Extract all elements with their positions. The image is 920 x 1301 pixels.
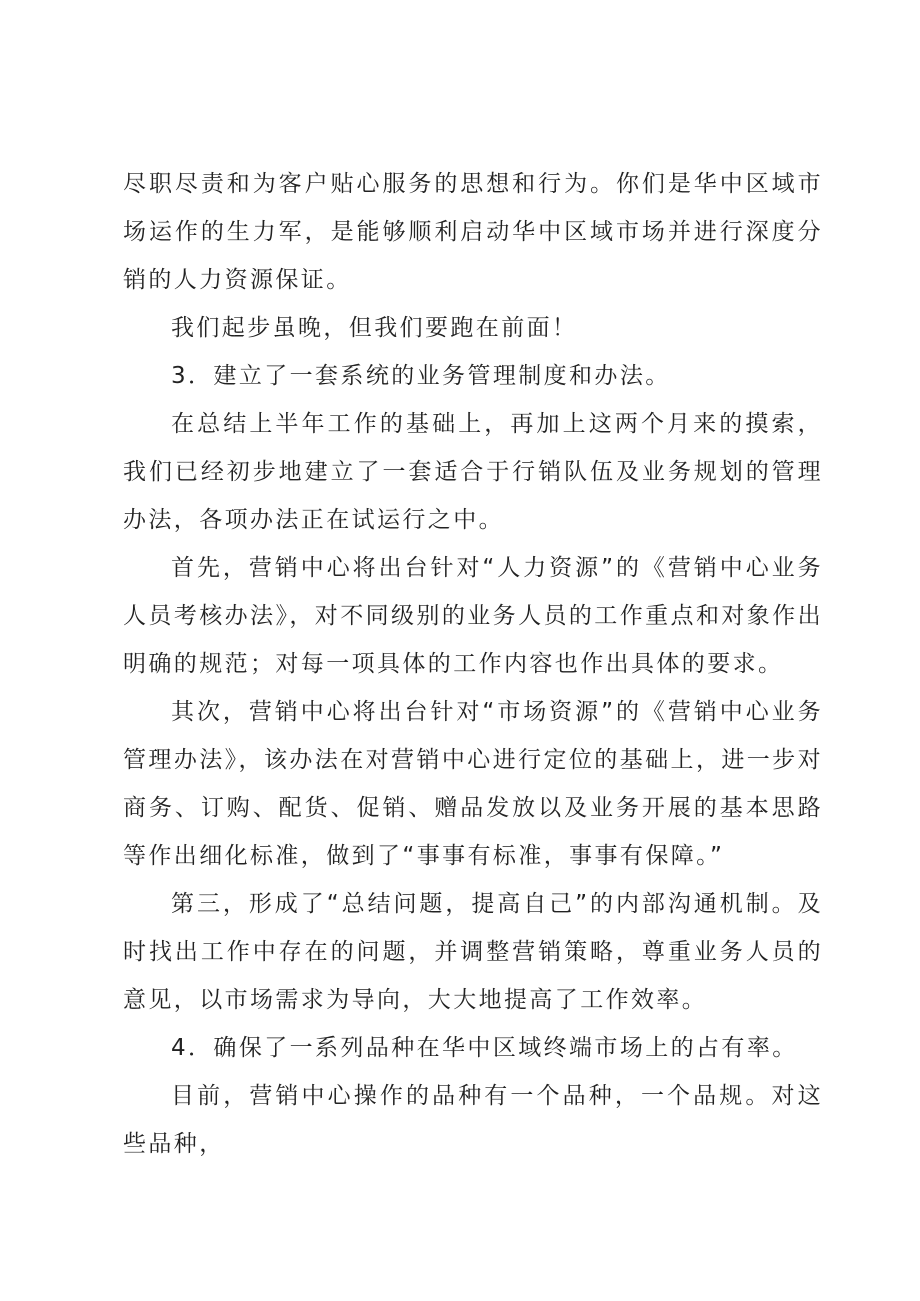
paragraph-6: 其次，营销中心将出台针对“市场资源”的《营销中心业务管理办法》，该办法在对营销中心进行定位的基础上，进一步对商务、订购、配货、促销、赠品发放以及业务开展的基本思路等作出细化标准，做到了“事事有标准，事事有保障。” bbox=[123, 699, 823, 869]
document-body bbox=[123, 160, 823, 1168]
section-heading-3: 3．建立了一套系统的业务管理制度和办法。 bbox=[171, 363, 671, 389]
paragraph-7: 第三，形成了“总结问题，提高自己”的内部沟通机制。及时找出工作中存在的问题，并调整营销策略，尊重业务人员的意见，以市场需求为导向，大大地提高了工作效率。 bbox=[123, 891, 823, 1013]
paragraph-9: 目前，营销中心操作的品种有一个品种，一个品规。对这些品种， bbox=[123, 1083, 823, 1157]
paragraph-4: 在总结上半年工作的基础上，再加上这两个月来的摸索，我们已经初步地建立了一套适合于行销队伍及业务规划的管理办法，各项办法正在试运行之中。 bbox=[123, 411, 823, 533]
paragraph-1: 尽职尽责和为客户贴心服务的思想和行为。你们是华中区域市场运作的生力军，是能够顺利启动华中区域市场并进行深度分销的人力资源保证。 bbox=[123, 171, 823, 293]
paragraph-5: 首先，营销中心将出台针对“人力资源”的《营销中心业务人员考核办法》，对不同级别的业务人员的工作重点和对象作出明确的规范；对每一项具体的工作内容也作出具体的要求。 bbox=[123, 555, 823, 677]
paragraph-2: 我们起步虽晚，但我们要跑在前面！ bbox=[171, 315, 578, 341]
section-heading-4: 4．确保了一系列品种在华中区域终端市场上的占有率。 bbox=[171, 1035, 798, 1061]
